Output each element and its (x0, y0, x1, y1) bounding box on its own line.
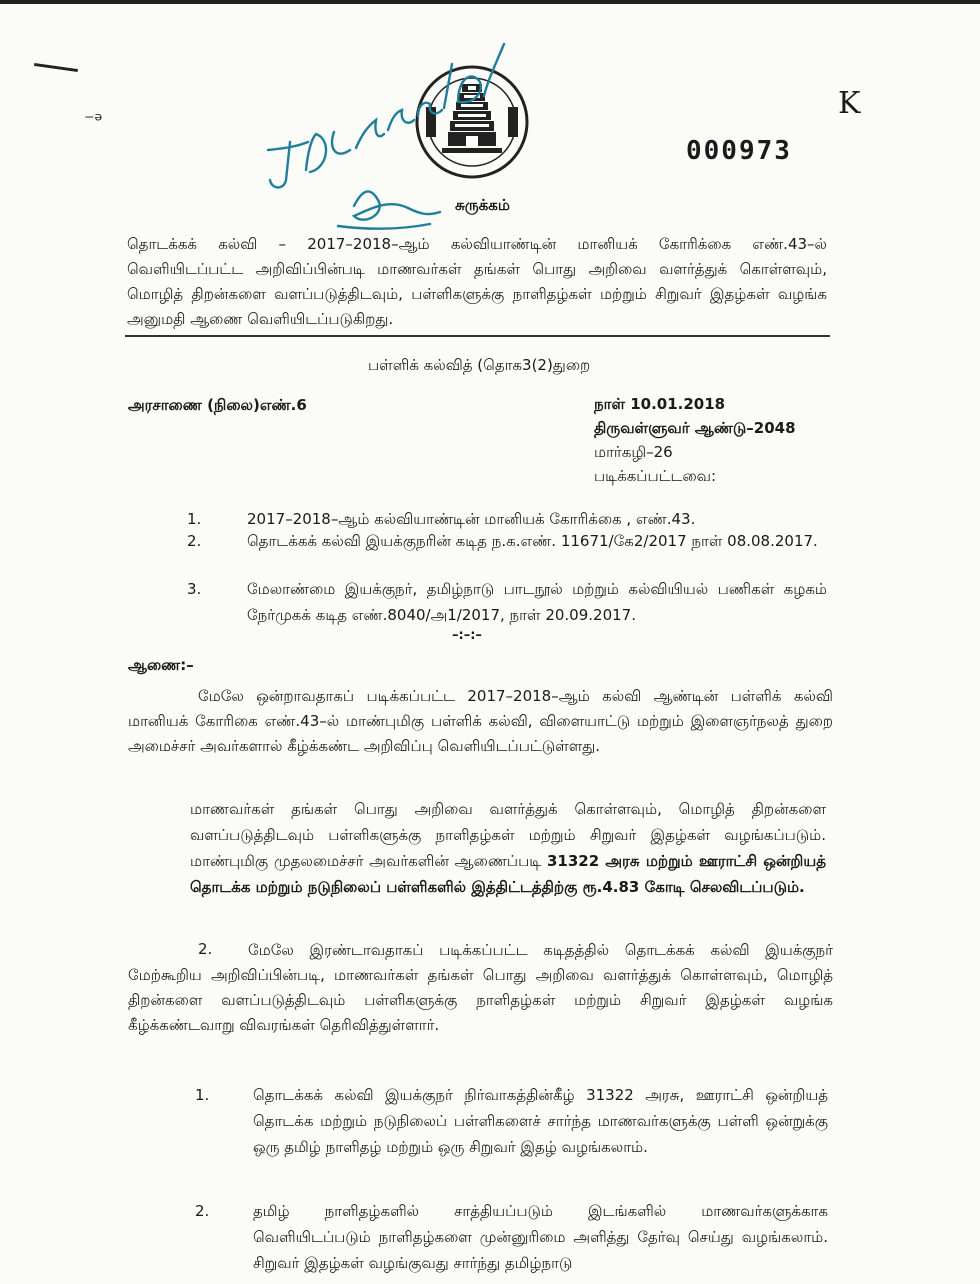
thiruvalluvar-year: திருவள்ளுவர் ஆண்டு–2048 (594, 419, 796, 437)
order-paragraph-2-number: 2. (198, 940, 213, 958)
reference-text: தொடக்கக் கல்வி இயக்குநரின் கடித ந.க.எண். 11671/கே2/2017 நாள் 08.08.2017. (247, 532, 818, 550)
margin-tick-mark: ⁻ᵊ (84, 108, 103, 132)
reference-text: 2017–2018–ஆம் கல்வியாண்டின் மானியக் கோரிக்கை , எண்.43. (247, 510, 696, 528)
section-divider: –:–:– (452, 628, 482, 643)
document-number: 000973 (686, 136, 792, 166)
reference-number: 2. (187, 532, 202, 550)
order-paragraph-1: மேலே ஒன்றாவதாகப் படிக்கப்பட்ட 2017–2018–ஆம் கல்வி ஆண்டின் பள்ளிக் கல்வி மானியக் கோரிகை எண்.43–ல் மாண்புமிகு பள்ளிக் கல்வி, விளையாட்டு மற்றும் இளைஞர்நலத் துறை அமைச்சர் அவர்களால் கீழ்க்கண்ட அறிவிப்பு வெளியிடப்பட்டுள்ளது. (128, 687, 833, 755)
summary-underline-rule (125, 335, 830, 337)
reference-number: 3. (187, 580, 202, 598)
summary-paragraph: தொடக்கக் கல்வி – 2017–2018–ஆம் கல்வியாண்டின் மானியக் கோரிக்கை எண்.43–ல் வெளியிடப்பட்ட அறிவிப்பின்படி மாணவர்கள் தங்கள் பொது அறிவை வளர்த்துக் கொள்ளவும், மொழித் திறன்களை வளப்படுத்திடவும், பள்ளிகளுக்கு நாளிதழ்கள் மற்றும் சிறுவர் இதழ்கள் வழங்க அனுமதி ஆணை வெளியிடப்படுகிறது. (127, 235, 827, 328)
announcement-quote-part-2: 31322 அரசு மற்றும் ஊராட்சி ஒன்றியத் தொடக்க மற்றும் நடுநிலைப் பள்ளிகளில் இத்திட்டத்திற்கு ரூ.4.83 கோடி செலவிடப்படும். (190, 852, 826, 896)
order-paragraph-2 (128, 938, 833, 1038)
handwritten-k-mark: K (838, 86, 861, 121)
read-label: படிக்கப்பட்டவை: (594, 467, 717, 485)
list-item-number: 2. (195, 1202, 210, 1220)
summary-heading: சுருக்கம் (455, 196, 510, 214)
reference-number: 1. (187, 510, 202, 528)
tamil-month: மார்கழி–26 (594, 443, 673, 461)
scan-top-edge (0, 0, 980, 4)
list-item-text: தமிழ் நாளிதழ்களில் சாத்தியப்படும் இடங்களில் மாணவர்களுக்காக வெளியிடப்படும் நாளிதழ்களை முன்னுரிமை அளித்து தேர்வு செய்து வழங்கலாம். சிறுவர் இதழ்கள் வழங்குவது சார்ந்து தமிழ்நாடு (253, 1202, 828, 1272)
list-item-text: தொடக்கக் கல்வி இயக்குநர் நிர்வாகத்தின்கீழ் 31322 அரசு, ஊராட்சி ஒன்றியத் தொடக்க மற்றும் நடுநிலைப் பள்ளிகளைச் சார்ந்த மாணவர்களுக்கு பள்ளி ஒன்றுக்கு ஒரு தமிழ் நாளிதழ் மற்றும் ஒரு சிறுவர் இதழ் வழங்கலாம். (253, 1086, 828, 1156)
announcement-quote-part-1: மாணவர்கள் தங்கள் பொது அறிவை வளர்த்துக் கொள்ளவும், மொழித் திறன்களை வளப்படுத்திடவும் பள்ளிகளுக்கு நாளிதழ்கள் மற்றும் சிறுவர் இதழ்கள் வழங்கப்படும். மாண்புமிகு முதலமைச்சர் அவர்களின் ஆணைப்படி (190, 800, 826, 870)
announcement-quote (190, 796, 826, 900)
order-paragraph-2-text: மேலே இரண்டாவதாகப் படிக்கப்பட்ட கடிதத்தில் தொடக்கக் கல்வி இயக்குநர் மேற்கூறிய அறிவிப்பின்படி, மாணவர்கள் தங்கள் பொது அறிவை வளர்த்துக் கொள்ளவும், மொழித் திறன்களை வளப்படுத்திடவும் பள்ளிகளுக்கு நாளிதழ்கள் மற்றும் சிறுவர் இதழ்கள் வழங்க கீழ்க்கண்டவாறு விவரங்கள் தெரிவித்துள்ளார். (128, 941, 833, 1034)
reference-text: மேலாண்மை இயக்குநர், தமிழ்நாடு பாடநூல் மற்றும் கல்வியியல் பணிகள் கழகம் நேர்முகக் கடித எண்.8040/அ1/2017, நாள் 20.09.2017. (247, 580, 827, 624)
go-number: அரசாணை (நிலை)எண்.6 (128, 396, 307, 414)
order-heading: ஆணை:– (128, 656, 194, 674)
department-line: பள்ளிக் கல்வித் (தொக3(2)துறை (368, 356, 591, 374)
date: நாள் 10.01.2018 (594, 395, 726, 413)
list-item-number: 1. (195, 1086, 210, 1104)
margin-dash-mark (34, 63, 78, 72)
date-block (594, 392, 796, 488)
